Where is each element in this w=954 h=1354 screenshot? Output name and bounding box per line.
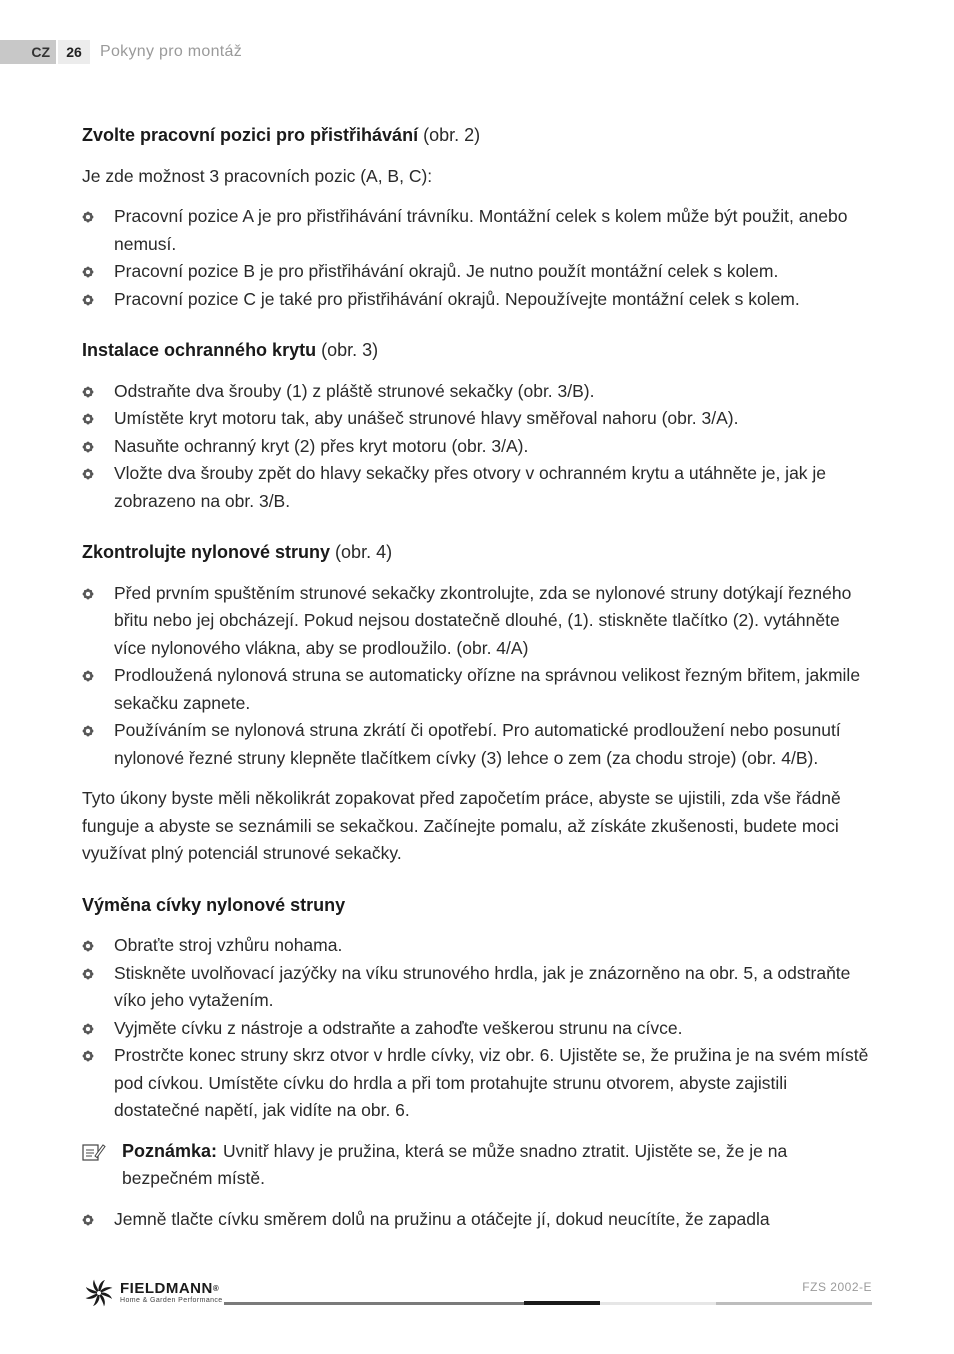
flower-bullet-icon	[82, 968, 94, 980]
note-box	[82, 1138, 874, 1193]
footer-rule	[224, 1302, 872, 1305]
list-item: Vyjměte cívku z nástroje a odstraňte a zahoďte veškerou strunu na cívce.	[82, 1015, 874, 1043]
flower-bullet-icon	[82, 211, 94, 223]
list-item: Pracovní pozice A je pro přistřihávání trávníku. Montážní celek s kolem může být použit, anebo nemusí.	[82, 203, 874, 258]
brand-name: FIELDMANN	[120, 1280, 213, 1297]
list-item: Pracovní pozice B je pro přistřihávání okrajů. Je nutno použít montážní celek s kolem.	[82, 258, 874, 286]
list-item: Obraťte stroj vzhůru nohama.	[82, 932, 874, 960]
figure-ref: (obr. 4)	[335, 542, 393, 562]
flower-bullet-icon	[82, 294, 94, 306]
flower-bullet-icon	[82, 940, 94, 952]
heading-text: Zkontrolujte nylonové struny	[82, 542, 331, 562]
language-code: CZ	[0, 40, 56, 64]
heading-text: Výměna cívky nylonové struny	[82, 894, 346, 915]
list-item: Umístěte kryt motoru tak, aby unášeč strunové hlavy směřoval nahoru (obr. 3/A).	[82, 405, 874, 433]
list-item: Odstraňte dva šrouby (1) z pláště strunové sekačky (obr. 3/B).	[82, 378, 874, 406]
figure-ref: (obr. 3)	[321, 340, 379, 360]
flower-bullet-icon	[82, 386, 94, 398]
list-item: Stiskněte uvolňovací jazýčky na víku strunového hrdla, jak je znázorněno na obr. 5, a odstraňte víko jeho vytažením.	[82, 960, 874, 1015]
note-pencil-icon	[82, 1142, 106, 1162]
list-item: Prostrčte konec struny skrz otvor v hrdle cívky, viz obr. 6. Ujistěte se, že pružina je na svém místě pod cívkou. Umístěte cívku do hrdla a při tom protahujte strunu otvorem, abyste zajistili dostatečné napětí, jak vidíte na obr. 6.	[82, 1042, 874, 1125]
heading-text: Zvolte pracovní pozici pro přistřihávání	[82, 125, 419, 145]
intro-paragraph: Je zde možnost 3 pracovních pozic (A, B, C):	[82, 165, 433, 186]
flower-bullet-icon	[82, 441, 94, 453]
flower-bullet-icon	[82, 1050, 94, 1062]
model-number: FZS 2002-E	[802, 1280, 872, 1294]
page-number: 26	[58, 40, 90, 64]
bullet-list-guard	[82, 378, 874, 516]
note-text: Uvnitř hlavy je pružina, která se může snadno ztratit. Ujistěte se, že je na bezpečném místě.	[122, 1140, 788, 1188]
heading-working-position	[82, 122, 874, 150]
bullet-list-final	[82, 1206, 874, 1234]
list-item: Vložte dva šrouby zpět do hlavy sekačky přes otvory v ochranném krytu a utáhněte je, jak je zobrazeno na obr. 3/B.	[82, 460, 874, 515]
brand-reg: ®	[212, 1284, 220, 1293]
flower-bullet-icon	[82, 413, 94, 425]
flower-bullet-icon	[82, 1214, 94, 1226]
page-footer	[82, 1276, 874, 1310]
flower-bullet-icon	[82, 670, 94, 682]
list-item: Prodloužená nylonová struna se automaticky ořízne na správnou velikost řezným břitem, jakmile sekačku zapnete.	[82, 662, 874, 717]
brand-tagline: Home & Garden Performance	[120, 1297, 223, 1304]
note-label: Poznámka:	[122, 1140, 218, 1161]
section-title: Pokyny pro montáž	[100, 43, 243, 60]
flower-bullet-icon	[82, 725, 94, 737]
list-item: Používáním se nylonová struna zkrátí či opotřebí. Pro automatické prodloužení nebo posunutí nylonové řezné struny klepněte tlačítkem cívky (3) lehce o zem (za chodu stroje) (obr. 4/B).	[82, 717, 874, 772]
heading-guard-installation	[82, 337, 874, 365]
list-item: Nasuňte ochranný kryt (2) přes kryt motoru (obr. 3/A).	[82, 433, 874, 461]
heading-text: Instalace ochranného krytu	[82, 340, 317, 360]
heading-spool-replacement	[82, 892, 874, 920]
fieldmann-logo	[82, 1278, 223, 1308]
heading-check-strings	[82, 539, 874, 567]
page-header	[0, 40, 242, 64]
document-body	[82, 122, 874, 1233]
list-item: Jemně tlačte cívku směrem dolů na pružinu a otáčejte jí, dokud neucítíte, že zapadla	[82, 1206, 874, 1234]
outro-paragraph: Tyto úkony byste měli několikrát zopakovat před započetím práce, abyste se ujistili, zda vše řádně funguje a abyste se seznámili se sekačkou. Začínejte pomalu, až získáte zkušenosti, budete moci využívat plný potenciál strunové sekačky.	[82, 788, 841, 863]
flower-bullet-icon	[82, 266, 94, 278]
bullet-list-strings	[82, 580, 874, 773]
flower-bullet-icon	[82, 1023, 94, 1035]
bullet-list-positions	[82, 203, 874, 313]
list-item: Pracovní pozice C je také pro přistřihávání okrajů. Nepoužívejte montážní celek s kolem.	[82, 286, 874, 314]
bullet-list-spool	[82, 932, 874, 1125]
fan-swirl-icon	[82, 1278, 116, 1308]
figure-ref: (obr. 2)	[423, 125, 481, 145]
flower-bullet-icon	[82, 468, 94, 480]
list-item: Před prvním spuštěním strunové sekačky zkontrolujte, zda se nylonové struny dotýkají řezného břitu nebo jej obcházejí. Pokud nejsou dostatečně dlouhé, (1). stiskněte tlačítko (2). vytáhněte více nylonového vlákna, aby se prodloužilo. (obr. 4/A)	[82, 580, 874, 663]
flower-bullet-icon	[82, 588, 94, 600]
